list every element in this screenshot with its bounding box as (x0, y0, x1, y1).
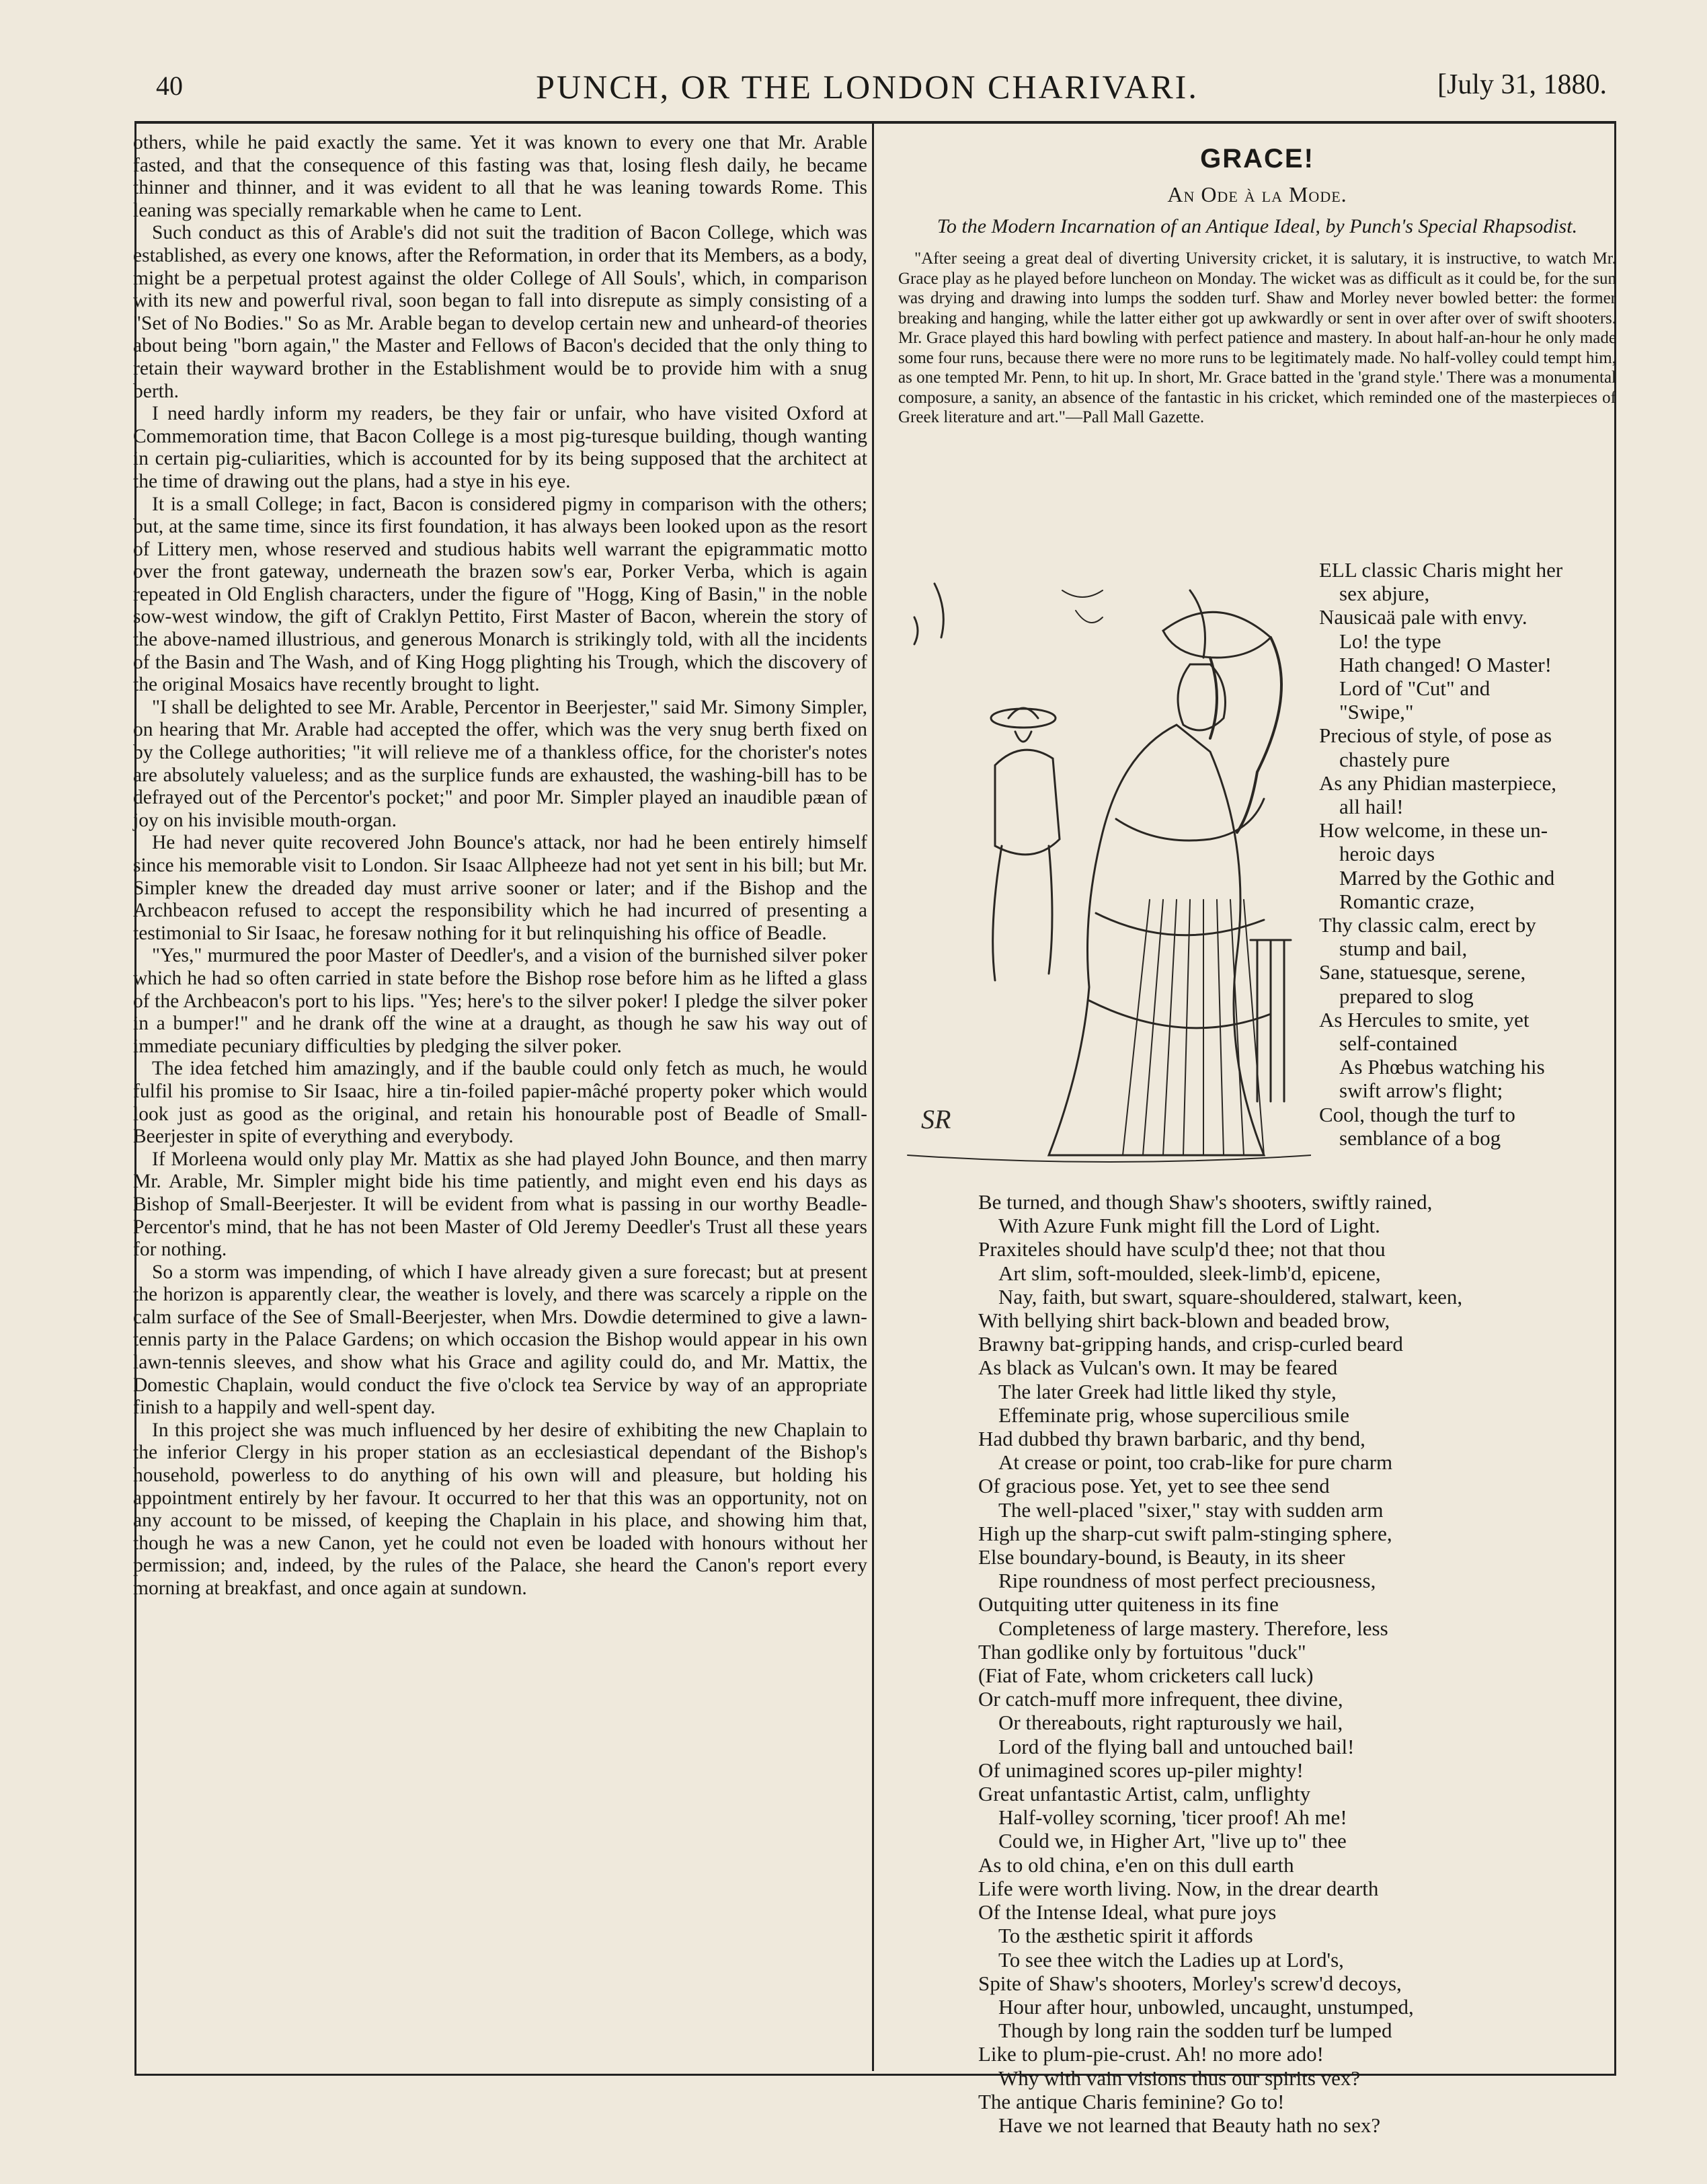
verse-line: As any Phidian masterpiece, (1319, 771, 1556, 795)
verse-line: Brawny bat-gripping hands, and crisp-curled beard (978, 1332, 1403, 1356)
verse-line: Sane, statuesque, serene, (1319, 960, 1526, 984)
verse-line: Marred by the Gothic and (1339, 865, 1555, 890)
verse-line: Cool, though the turf to (1319, 1102, 1515, 1126)
article-paragraph: In this project she was much influenced by her desire of exhibiting the new Chaplain to the inferior Clergy in his proper station as an ecclesiastical dependant of the Bishop's household, powerless to do anything of his own will and pleasure, but holding his appointment entirely by her favour. It occurred to her that this was an opportunity, not on any account to be missed, of keeping the Chaplain in his place, and showing him that, though he was a new Canon, yet he could not even be loaded with honours without her permission; and, indeed, by the rules of the Palace, she heard the Canon's report every morning at breakfast, and once again at sundown. (133, 1419, 867, 1599)
verse-line: swift arrow's flight; (1339, 1079, 1503, 1103)
verse-line: Nay, faith, but swart, square-shouldered, stalwart, keen, (998, 1284, 1463, 1309)
ode-subtitle: An Ode à la Mode. (1167, 182, 1347, 206)
issue-date: [July 31, 1880. (1437, 69, 1607, 100)
article-paragraph: "I shall be delighted to see Mr. Arable, Percentor in Beerjester," said Mr. Simony Simpler, on hearing that Mr. Arable had accepted the offer, which was the very snug berth fixed on by the College authorities; "it will relieve me of a thankless office, for the chorister's notes are absolutely valueless; and as the surplice funds are exhausted, the washing-bill has to be defrayed out of the Percentor's pocket;" and poor Mr. Simpler played an inaudible pæan of joy on his invisible mouth-organ. (133, 696, 867, 831)
article-paragraph: I need hardly inform my readers, be they fair or unfair, who have visited Oxford at Commemoration time, that Bacon College is a most pig-turesque building, though wanting in certain pig-culiarities, which is accounted for by its being supposed that the architect at the time of drawing out the plans, had a stye in his eye. (133, 403, 867, 492)
verse-line: Life were worth living. Now, in the drear dearth (978, 1876, 1379, 1900)
verse-line: To the æsthetic spirit it affords (998, 1924, 1253, 1948)
verse-line: As Phœbus watching his (1339, 1055, 1545, 1079)
verse-line: Hath changed! O Master! (1339, 652, 1552, 676)
verse-line: Be turned, and though Shaw's shooters, swiftly rained, (978, 1190, 1433, 1214)
verse-line: Than godlike only by fortuitous "duck" (978, 1639, 1306, 1664)
verse-line: Or catch-muff more infrequent, thee divine, (978, 1687, 1343, 1711)
verse-line: The well-placed "sixer," stay with sudden arm (998, 1497, 1384, 1522)
verse-line: The antique Charis feminine? Go to! (978, 2089, 1285, 2113)
verse-line: Lo! the type (1339, 629, 1441, 653)
article-paragraph: If Morleena would only play Mr. Mattix as she had played John Bounce, and then marry Mr. Arable, Mr. Simpler might bide his time patiently, and might even end his days as Bishop of Small-Beerjester. It will be evident from what is passing in our worthy Beadle-Percentor's mind, that he has not been Master of Old Jeremy Deedler's Trust all these years for nothing. (133, 1148, 867, 1261)
verse-below-illustration (978, 1190, 1610, 2137)
verse-line: semblance of a bog (1339, 1126, 1501, 1150)
verse-line: With bellying shirt back-blown and beaded brow, (978, 1309, 1390, 1333)
verse-line: As Hercules to smite, yet (1319, 1007, 1530, 1031)
left-column-article (133, 132, 867, 1600)
verse-line: Outquiting utter quiteness in its fine (978, 1592, 1279, 1616)
verse-line: Of the Intense Ideal, what pure joys (978, 1900, 1277, 1924)
verse-line: Lord of the flying ball and untouched bail! (998, 1734, 1355, 1758)
verse-line: High up the sharp-cut swift palm-stinging sphere, (978, 1521, 1392, 1545)
publication-title: PUNCH, OR THE LONDON CHARIVARI. (536, 68, 1199, 106)
verse-line: With Azure Funk might fill the Lord of Light. (998, 1214, 1380, 1238)
verse-line: Thy classic calm, erect by (1319, 913, 1536, 937)
verse-line: As black as Vulcan's own. It may be feared (978, 1356, 1338, 1380)
verse-line: Praxiteles should have sculp'd thee; not that thou (978, 1237, 1386, 1261)
verse-line: ELL classic Charis might her (1319, 558, 1563, 582)
verse-line: prepared to slog (1339, 984, 1474, 1008)
page-header (121, 67, 1614, 114)
cricketer-drawing (894, 563, 1311, 1189)
verse-line: all hail! (1339, 795, 1404, 819)
verse-line: Lord of "Cut" and (1339, 676, 1491, 701)
cricketer-illustration (894, 563, 1311, 1189)
verse-line: Or thereabouts, right rapturously we hail, (998, 1711, 1343, 1735)
article-paragraph: Such conduct as this of Arable's did not suit the tradition of Bacon College, which was established, as every one knows, after the Reformation, in order that its Members, as a body, might be a perpetual protest against the older College of All Souls', which, in comparison with its new and powerful rival, soon began to fall into disrepute as simply consisting of a "Set of No Bodies." So as Mr. Arable began to develop certain new and unheard-of theories about being "born again," the Master and Fellows of Bacon's decided that the only thing to retain their wayward brother in the Establishment would be to provide him with a snug berth. (133, 222, 867, 402)
ode-title: GRACE! (1200, 144, 1314, 173)
article-paragraph: "Yes," murmured the poor Master of Deedler's, and a vision of the burnished silver poker which he had so often carried in state before the Bishop rose before him as he lifted a glass of the Archbeacon's port to his lips. "Yes; here's to the silver poker! I pledge the silver poker in a bumper!" and he drank off the wine at a draught, as though he saw his way out of immediate pecuniary difficulties by pledging the silver poker. (133, 945, 867, 1057)
article-paragraph: He had never quite recovered John Bounce's attack, nor had he been entirely himself since his memorable visit to London. Sir Isaac Allpheeze had not yet sent in his bill; but Mr. Simpler knew the dreaded day must arrive sooner or later; and if the Bishop and the Archbeacon refused to accept the responsibility which he had incurred of presenting a testimonial to Sir Isaac, he foresaw nothing for it but relinquishing his office of Beadle. (133, 832, 867, 944)
right-column-ode (894, 144, 1620, 428)
verse-line: Spite of Shaw's shooters, Morley's screw'd decoys, (978, 1971, 1402, 1995)
verse-line: Of unimagined scores up-piler mighty! (978, 1758, 1304, 1782)
verse-line: To see thee witch the Ladies up at Lord's, (998, 1947, 1344, 1972)
verse-line: Why with vain visions thus our spirits vex? (998, 2066, 1361, 2090)
verse-line: As to old china, e'en on this dull earth (978, 1852, 1294, 1877)
verse-line: Else boundary-bound, is Beauty, in its sheer (978, 1545, 1345, 1569)
verse-line: Ripe roundness of most perfect preciousness, (998, 1569, 1376, 1593)
verse-line: Half-volley scorning, 'ticer proof! Ah me! (998, 1805, 1347, 1830)
verse-line: Could we, in Higher Art, "live up to" thee (998, 1829, 1347, 1853)
verse-line: Effeminate prig, whose supercilious smile (998, 1403, 1350, 1427)
verse-line: The later Greek had little liked thy style, (998, 1379, 1337, 1403)
verse-line: Great unfantastic Artist, calm, unflighty (978, 1782, 1311, 1806)
verse-line: Romantic craze, (1339, 889, 1475, 913)
verse-line: How welcome, in these un- (1319, 818, 1548, 843)
article-paragraph: The idea fetched him amazingly, and if the bauble could only fetch as much, he would fulfil his promise to Sir Isaac, hire a tin-foiled papier-mâché property poker which would look just as good as the original, and retain his honourable post of Beadle of Small-Beerjester in spite of everything and everybody. (133, 1058, 867, 1148)
verse-line: heroic days (1339, 842, 1435, 866)
article-paragraph: So a storm was impending, of which I have already given a sure forecast; but at present the horizon is apparently clear, the weather is lovely, and there was scarcely a ripple on the calm surface of the See of Small-Beerjester, when Mrs. Dowdie determined to give a lawn-tennis party in the Palace Gardens; on which occasion the Bishop would appear in his own lawn-tennis sleeves, and show what his Grace and agility could do, and Mr. Mattix, the Domestic Chaplain, would conduct the five o'clock tea Service by way of an appropriate finish to a happily and well-spent day. (133, 1261, 867, 1419)
verse-line: "Swipe," (1339, 700, 1414, 724)
ode-dedication: To the Modern Incarnation of an Antique Ideal, by Punch's Special Rhapsodist. (937, 215, 1578, 237)
verse-line: Have we not learned that Beauty hath no sex? (998, 2113, 1381, 2137)
verse-line: Of gracious pose. Yet, yet to see thee send (978, 1474, 1330, 1498)
verse-line: Hour after hour, unbowled, uncaught, unstumped, (998, 1994, 1414, 2019)
verse-line: Nausicaä pale with envy. (1319, 605, 1527, 629)
verse-line: sex abjure, (1339, 582, 1430, 606)
verse-line: stump and bail, (1339, 937, 1468, 961)
verse-line: (Fiat of Fate, whom cricketers call luck) (978, 1664, 1314, 1688)
verse-beside-illustration (1319, 558, 1628, 1150)
epigraph-quote: "After seeing a great deal of diverting University cricket, it is salutary, it is instructive, to watch Mr. Grace play as he played before luncheon on Monday. The wicket was as difficult as it could be, for the sun was drying and drawing into lumps the sodden turf. Shaw and Morley never bowled better: the former breaking and hanging, while the latter either got up awkwardly or sent in over after over of swift shooters. Mr. Grace played this hard bowling with perfect patience and mastery. In about half-an-hour he only made some four runs, because there were no more runs to be legitimately made. No half-volley could tempt him, as one tempted Mr. Penn, to hit up. In short, Mr. Grace batted in the 'grand style.' There was a monumental composure, a sanity, an absence of the fantastic in his cricket, which reminded one of the masterpieces of Greek literature and art."—Pall Mall Gazette. (898, 249, 1616, 426)
verse-line: Though by long rain the sodden turf be lumped (998, 2019, 1392, 2043)
verse-line: self-contained (1339, 1031, 1458, 1056)
verse-line: Precious of style, of pose as (1319, 724, 1552, 748)
page-number: 40 (156, 71, 183, 101)
verse-line: Had dubbed thy brawn barbaric, and thy bend, (978, 1427, 1365, 1451)
article-paragraph: It is a small College; in fact, Bacon is considered pigmy in comparison with the others; but, at the same time, since its first foundation, it has always been looked upon as the resort of Littery men, whose reserved and studious habits well warrant the epigrammatic motto over the front gateway, underneath the brazen sow's ear, Porker Verba, which is again repeated in Old English characters, under the figure of "Hogg, King of Basin," in the noble sow-west window, the gift of Craklyn Pettito, First Master of Bacon, wherein the story of the above-named illustrious, and generous Monarch is strikingly told, with all the incidents of the Basin and The Wash, and of King Hogg plighting his Trough, which the discovery of the original Mosaics have recently brought to light. (133, 493, 867, 696)
verse-line: Completeness of large mastery. Therefore, less (998, 1616, 1388, 1640)
verse-line: Like to plum-pie-crust. Ah! no more ado! (978, 2042, 1324, 2066)
verse-line: chastely pure (1339, 747, 1450, 771)
illustrator-signature: SR (921, 1104, 951, 1134)
verse-line: At crease or point, too crab-like for pure charm (998, 1450, 1393, 1475)
column-divider (872, 124, 874, 2071)
verse-line: Art slim, soft-moulded, sleek-limb'd, epicene, (998, 1261, 1381, 1285)
article-paragraph: others, while he paid exactly the same. Yet it was known to every one that Mr. Arable fasted, and that the consequence of this fasting was that, losing flesh daily, he became thinner and thinner, and it was evident to all that he was leaning towards Rome. This leaning was specially remarkable when he came to Lent. (133, 132, 867, 221)
